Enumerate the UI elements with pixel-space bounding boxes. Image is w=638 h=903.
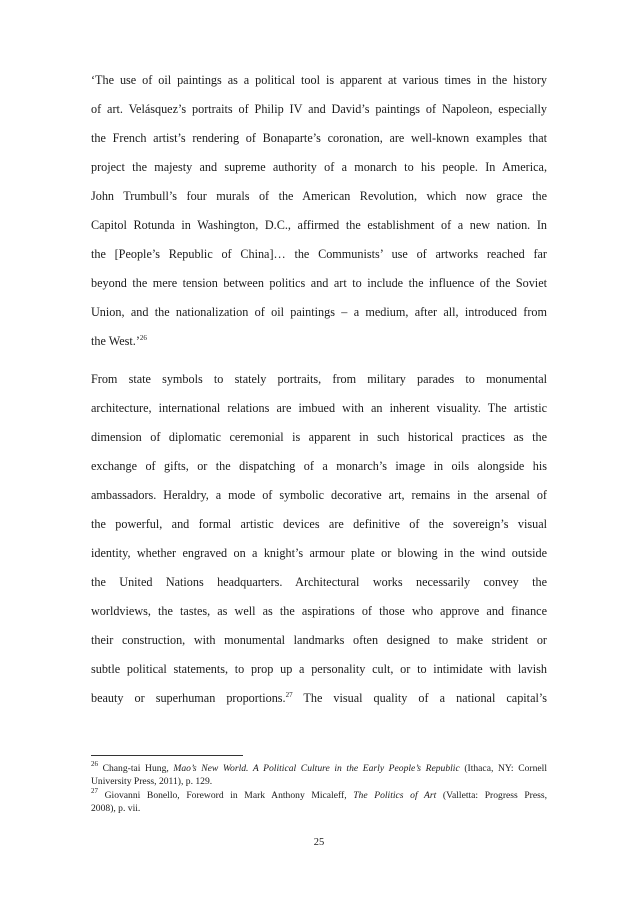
footnote-number: 27 bbox=[91, 787, 98, 795]
text-line: architecture, international relations are imbued with an inherent visuality. The artistic bbox=[91, 401, 547, 415]
text-line: their construction, with monumental landmarks often designed to make strident or bbox=[91, 633, 547, 647]
footnote-ref-26[interactable]: 26 bbox=[139, 334, 147, 342]
footnote-line bbox=[91, 762, 547, 775]
text-line bbox=[91, 690, 547, 706]
footnote-line: University Press, 2011), p. 129. bbox=[91, 776, 213, 787]
text-line: subtle political statements, to prop up a personality cult, or to intimidate with lavish bbox=[91, 662, 547, 676]
footnote-title: Mao’s New World. A Political Culture in the Early People’s Republic bbox=[173, 763, 460, 774]
footnote-text: (Valletta: Progress Press, bbox=[436, 790, 548, 801]
text-line: of art. Velásquez’s portraits of Philip IV and David’s paintings of Napoleon, especially bbox=[91, 102, 547, 116]
text-line: Union, and the nationalization of oil paintings – a medium, after all, introduced from bbox=[91, 305, 547, 319]
footnote-number: 26 bbox=[91, 760, 98, 768]
text-line: the [People’s Republic of China]… the Communists’ use of artworks reached far bbox=[91, 247, 547, 261]
page-number: 25 bbox=[313, 837, 325, 848]
text-line: John Trumbull’s four murals of the American Revolution, which now grace the bbox=[91, 189, 547, 203]
text-line-last bbox=[91, 333, 547, 349]
footnote-separator bbox=[91, 755, 243, 756]
text-line: Capitol Rotunda in Washington, D.C., affirmed the establishment of a new nation. In bbox=[91, 218, 547, 232]
text-line: beyond the mere tension between politics and art to include the influence of the Soviet bbox=[91, 276, 547, 290]
footnote-line bbox=[91, 789, 547, 802]
footnote-ref-27[interactable]: 27 bbox=[285, 691, 293, 699]
text-line: ‘The use of oil paintings as a political tool is apparent at various times in the history bbox=[91, 73, 547, 87]
footnote-line: 2008), p. vii. bbox=[91, 803, 141, 814]
text-segment: beauty or superhuman proportions. bbox=[91, 691, 286, 705]
text-line: the United Nations headquarters. Architectural works necessarily convey the bbox=[91, 575, 547, 589]
text-line: ambassadors. Heraldry, a mode of symbolic decorative art, remains in the arsenal of bbox=[91, 488, 547, 502]
text-line: From state symbols to stately portraits, from military parades to monumental bbox=[91, 372, 547, 386]
footnote-text: Chang-tai Hung, bbox=[98, 763, 174, 774]
text-line: dimension of diplomatic ceremonial is apparent in such historical practices as the bbox=[91, 430, 547, 444]
footnote-title: The Politics of Art bbox=[353, 790, 437, 801]
text-line: the French artist’s rendering of Bonaparte’s coronation, are well-known examples that bbox=[91, 131, 547, 145]
text-line: the powerful, and formal artistic devices are definitive of the sovereign’s visual bbox=[91, 517, 547, 531]
text-segment: The visual quality of a national capital’s bbox=[292, 691, 547, 705]
footnote-text: Giovanni Bonello, Foreword in Mark Anthony Micaleff, bbox=[98, 790, 354, 801]
text-line: project the majesty and supreme authority of a monarch to his people. In America, bbox=[91, 160, 547, 174]
text-line: identity, whether engraved on a knight’s armour plate or blowing in the wind outside bbox=[91, 546, 547, 560]
text-line: exchange of gifts, or the dispatching of a monarch’s image in oils alongside his bbox=[91, 459, 547, 473]
text-line: worldviews, the tastes, as well as the aspirations of those who approve and finance bbox=[91, 604, 547, 618]
footnote-text: (Ithaca, NY: Cornell bbox=[459, 763, 547, 774]
text-segment: the West.’ bbox=[91, 334, 140, 348]
